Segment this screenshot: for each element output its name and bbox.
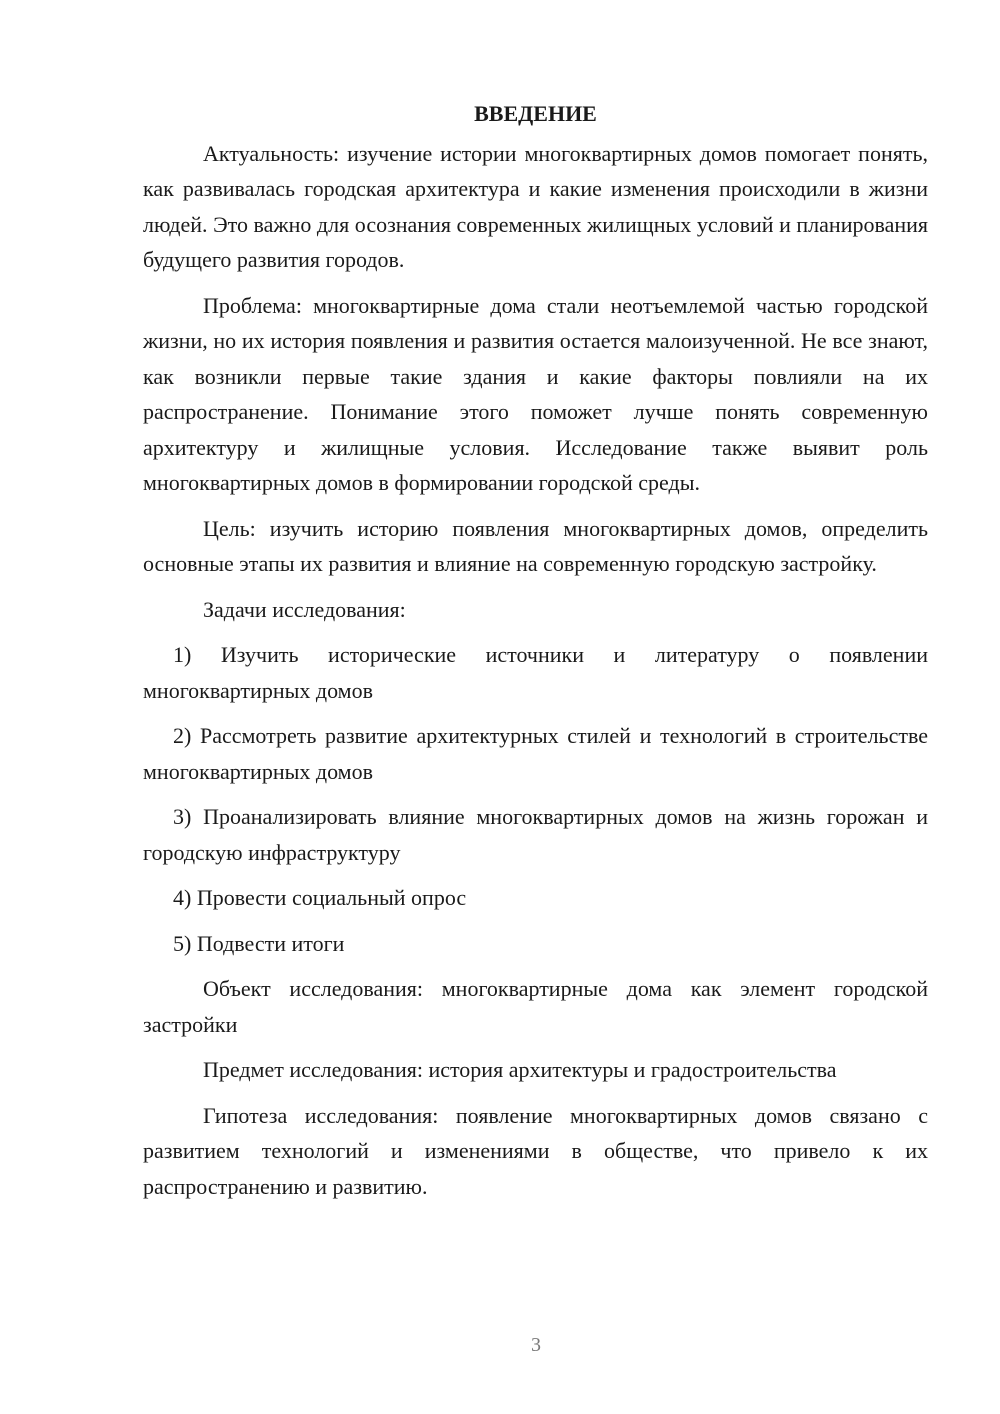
task-item-2: 2) Рассмотреть развитие архитектурных стилей и технологий в строительстве многоквартирных домов — [143, 723, 928, 784]
task-item-5: 5) Подвести итоги — [173, 930, 345, 956]
tasks-heading: Задачи исследования: — [203, 596, 406, 622]
task-item-1: 1) Изучить исторические источники и литературу о появлении многоквартирных домов — [143, 642, 928, 703]
section-title: ВВЕДЕНИЕ — [474, 101, 597, 126]
object-paragraph: Объект исследования: многоквартирные дома как элемент городской застройки — [143, 976, 928, 1037]
hypothesis-paragraph: Гипотеза исследования: появление многоквартирных домов связано с развитием технологий и изменениями в обществе, что привело к их распространению и развитию. — [143, 1102, 928, 1199]
task-item-4: 4) Провести социальный опрос — [173, 885, 467, 910]
goal-paragraph: Цель: изучить историю появления многоквартирных домов, определить основные этапы их развития и влияние на современную городскую застройку. — [143, 515, 928, 576]
subject-paragraph: Предмет исследования: история архитектуры и градостроительства — [203, 1057, 837, 1082]
document-body — [143, 96, 928, 1214]
task-item-3: 3) Проанализировать влияние многоквартирных домов на жизнь горожан и городскую инфраструктуру — [143, 804, 928, 865]
page-number: 3 — [531, 1334, 541, 1356]
problem-paragraph: Проблема: многоквартирные дома стали неотъемлемой частью городской жизни, но их история появления и развития остается малоизученной. Не все знают, как возникли первые такие здания и какие факторы повлияли на их распространение. Понимание этого поможет лучше понять современную архитектуру и жилищные условия. Исследование также выявит роль многоквартирных домов в формировании городской среды. — [143, 292, 928, 495]
relevance-paragraph: Актуальность: изучение истории многоквартирных домов помогает понять, как развивалась городская архитектура и какие изменения происходили в жизни людей. Это важно для осознания современных жилищных условий и планирования будущего развития городов. — [143, 140, 928, 272]
